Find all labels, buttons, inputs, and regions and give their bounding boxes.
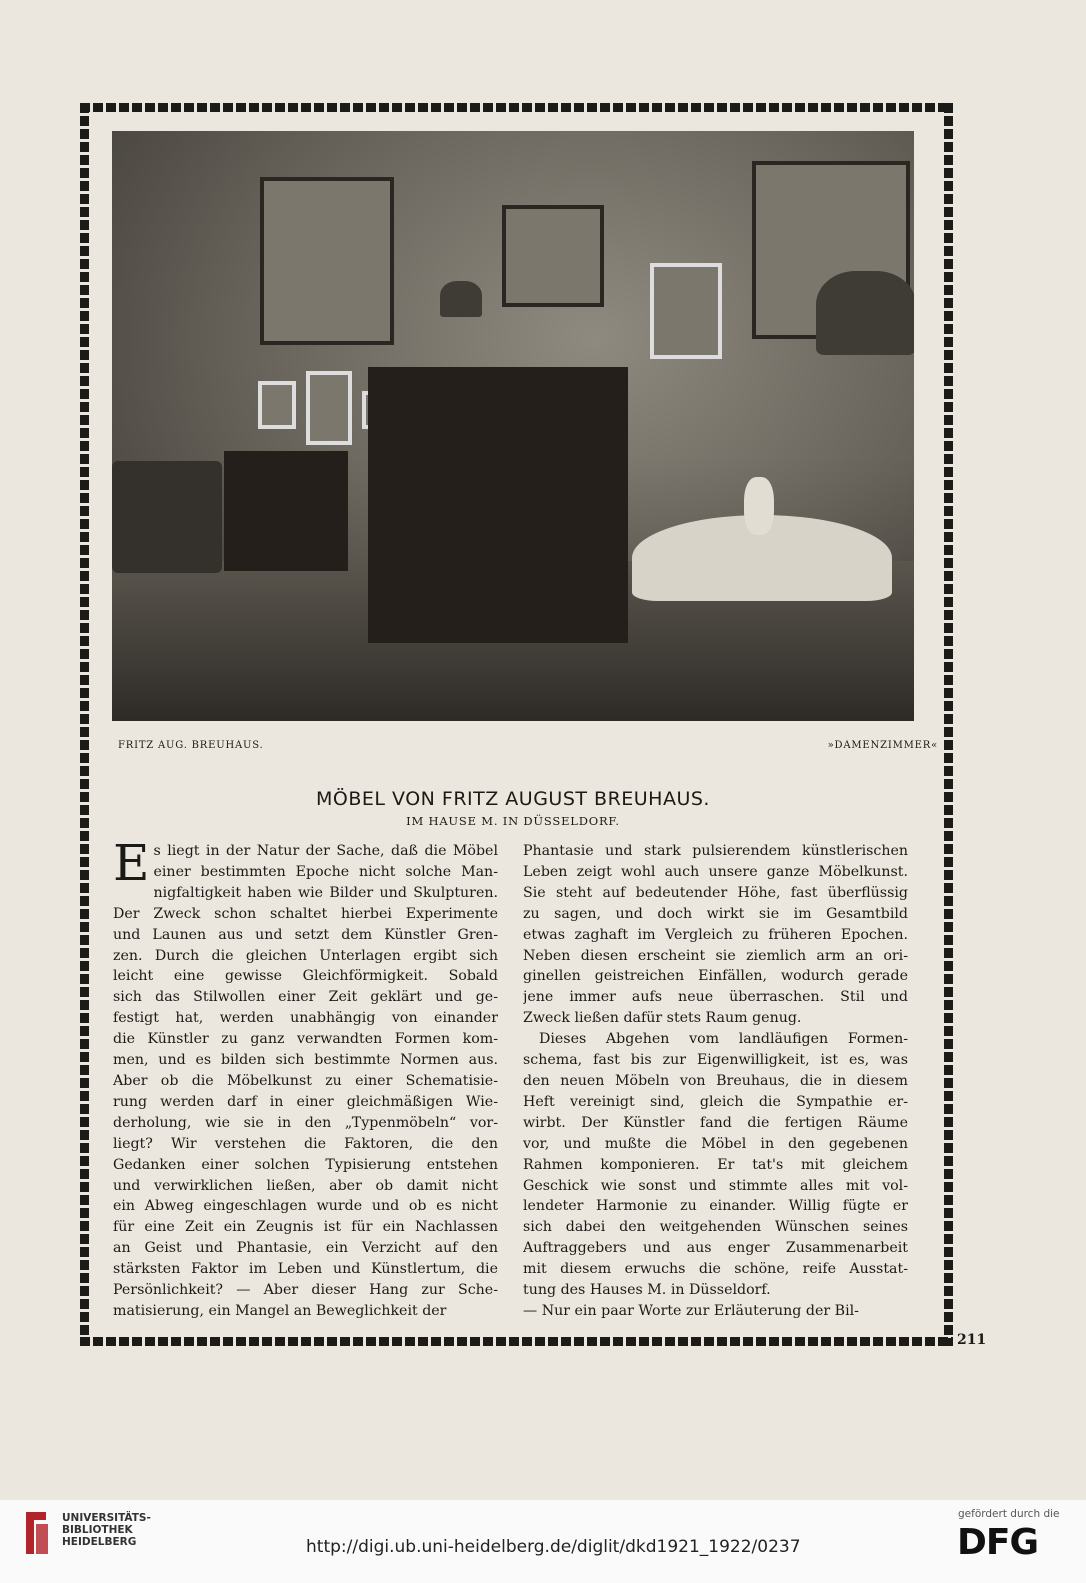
text-line: Geschick wie sonst und stimmte alles mit vol- bbox=[523, 1177, 908, 1194]
text-line: Zweck ließen dafür stets Raum genug. bbox=[523, 1010, 802, 1027]
painting-frame bbox=[502, 205, 604, 307]
text-line: sich das Stilwollen einer Zeit geklärt und ge- bbox=[113, 989, 498, 1006]
text-line: und Launen aus und setzt dem Künstler Gren- bbox=[113, 926, 498, 943]
ornamental-border-top bbox=[80, 103, 953, 112]
library-name bbox=[62, 1512, 151, 1548]
text-line: Neben diesen erscheint sie ziemlich arm an ori- bbox=[523, 947, 908, 964]
text-line: Heft vereinigt sind, gleich die Sympathie er- bbox=[523, 1093, 908, 1110]
text-line: einer bestimmten Epoche nicht solche Man- bbox=[153, 863, 498, 880]
flower-vase bbox=[744, 477, 774, 535]
text-line: leicht eine gewisse Gleichförmigkeit. Sobald bbox=[113, 968, 498, 985]
text-line: den neuen Möbeln von Breuhaus, die in diesem bbox=[523, 1072, 908, 1089]
library-name-line: UNIVERSITÄTS- bbox=[62, 1512, 151, 1524]
text-line: Leben zeigt wohl auch unsere ganze Möbelkunst. bbox=[523, 863, 908, 880]
painting-frame bbox=[258, 381, 296, 429]
text-line: an Geist und Phantasie, ein Verzicht auf den bbox=[113, 1240, 498, 1257]
table-lamp-shade bbox=[440, 281, 482, 317]
ornamental-border-bottom bbox=[80, 1337, 953, 1346]
text-line: liegt? Wir verstehen die Faktoren, die den bbox=[113, 1135, 498, 1152]
library-name-line: BIBLIOTHEK bbox=[62, 1524, 133, 1536]
text-line: ginellen geistreichen Einfällen, wodurch gerade bbox=[523, 968, 908, 985]
armchair bbox=[112, 461, 222, 573]
text-line: matisierung, ein Mangel an Beweglichkeit der bbox=[113, 1302, 447, 1319]
text-line: lendeter Harmonie zu einander. Willig fügte er bbox=[523, 1198, 908, 1215]
text-line: Aber ob die Möbelkunst zu einer Schematisie- bbox=[113, 1072, 498, 1089]
side-table bbox=[224, 451, 348, 571]
text-line: s liegt in der Natur der Sache, daß die Möbel bbox=[153, 843, 498, 859]
text-line: Sie steht auf bedeutender Höhe, fast überflüssig bbox=[523, 884, 908, 901]
text-line: men, und es bilden sich bestimmte Normen aus. bbox=[113, 1052, 498, 1069]
article-subtitle: IM HAUSE M. IN DÜSSELDORF. bbox=[406, 814, 620, 828]
text-line: jene immer aufs neue überraschen. Stil und bbox=[523, 989, 908, 1006]
text-line: die Künstler zu ganz verwandten Formen kom- bbox=[113, 1031, 498, 1048]
text-line: rung werden darf in einer gleichmäßigen Wie- bbox=[113, 1093, 498, 1110]
text-line: Rahmen komponieren. Er tat's mit gleichem bbox=[523, 1156, 908, 1173]
viewer-footer bbox=[0, 1500, 1086, 1583]
secretary-desk bbox=[368, 367, 628, 643]
text-line: — Nur ein paar Worte zur Erläuterung der Bil- bbox=[523, 1302, 859, 1319]
text-line: ein Abweg eingeschlagen wurde und ob es nicht bbox=[113, 1198, 498, 1215]
text-line: derholung, wie sie in den „Typenmöbeln“ vor- bbox=[113, 1114, 498, 1131]
painting-frame bbox=[650, 263, 722, 359]
text-line: etwas zaghaft im Vergleich zu früheren Epochen. bbox=[523, 926, 908, 943]
text-line: wirbt. Der Künstler fand die fertigen Räume bbox=[523, 1114, 908, 1131]
text-line: Persönlichkeit? — Aber dieser Hang zur Sche- bbox=[113, 1282, 498, 1299]
ornamental-border-left bbox=[80, 103, 89, 1346]
text-line: tung des Hauses M. in Düsseldorf. bbox=[523, 1282, 771, 1299]
text-line: stärksten Faktor im Leben und Künstlertum, die bbox=[113, 1261, 498, 1278]
article-title: MÖBEL VON FRITZ AUGUST BREUHAUS. bbox=[316, 788, 710, 810]
photo-caption-room: »DAMENZIMMER« bbox=[827, 740, 938, 751]
university-logo-icon bbox=[22, 1508, 52, 1558]
text-line: Gedanken einer solchen Typisierung entstehen bbox=[113, 1156, 498, 1173]
text-column-right bbox=[523, 841, 908, 1322]
library-name-line: HEIDELBERG bbox=[62, 1536, 137, 1548]
text-line: mit diesem erwuchs die schöne, reife Ausstat- bbox=[523, 1261, 908, 1278]
painting-frame bbox=[260, 177, 394, 345]
text-line: Auftraggebers und aus enger Zusammenarbeit bbox=[523, 1240, 908, 1257]
text-line: sich dabei den weitgehenden Wünschen seines bbox=[523, 1219, 908, 1236]
text-column-left bbox=[113, 834, 498, 1322]
text-line: vor, und mußte die Möbel in den gegebenen bbox=[523, 1135, 908, 1152]
page-number: 211 bbox=[957, 1332, 987, 1348]
text-line: festigt hat, werden unabhängig von einander bbox=[113, 1010, 498, 1027]
text-line: und verwirklichen ließen, aber ob damit nicht bbox=[113, 1177, 498, 1194]
text-line: nigfaltigkeit haben wie Bilder und Skulpturen. bbox=[153, 884, 498, 901]
drop-cap: E bbox=[113, 834, 150, 892]
permalink-url[interactable]: http://digi.ub.uni-heidelberg.de/diglit/dkd1921_1922/0237 bbox=[306, 1537, 801, 1557]
ornamental-border-right bbox=[944, 103, 953, 1346]
text-line: Phantasie und stark pulsierendem künstlerischen bbox=[523, 843, 908, 859]
floor-lamp-shade bbox=[816, 271, 914, 355]
dfg-logo: DFG bbox=[957, 1522, 1039, 1563]
painting-frame bbox=[306, 371, 352, 445]
text-line: zu sagen, und doch wirkt sie im Gesamtbild bbox=[523, 905, 908, 922]
text-line: für eine Zeit ein Zeugnis ist für ein Nachlassen bbox=[113, 1219, 498, 1236]
interior-photograph bbox=[112, 131, 914, 721]
photo-caption-artist: FRITZ AUG. BREUHAUS. bbox=[118, 740, 264, 751]
text-line: zen. Durch die gleichen Unterlagen ergibt sich bbox=[113, 947, 498, 964]
text-line: Dieses Abgehen vom landläufigen Formen- bbox=[539, 1031, 908, 1048]
text-line: Der Zweck schon schaltet hierbei Experimente bbox=[113, 905, 498, 922]
funding-note: gefördert durch die bbox=[958, 1508, 1060, 1520]
text-line: schema, fast bis zur Eigenwilligkeit, ist es, was bbox=[523, 1052, 908, 1069]
